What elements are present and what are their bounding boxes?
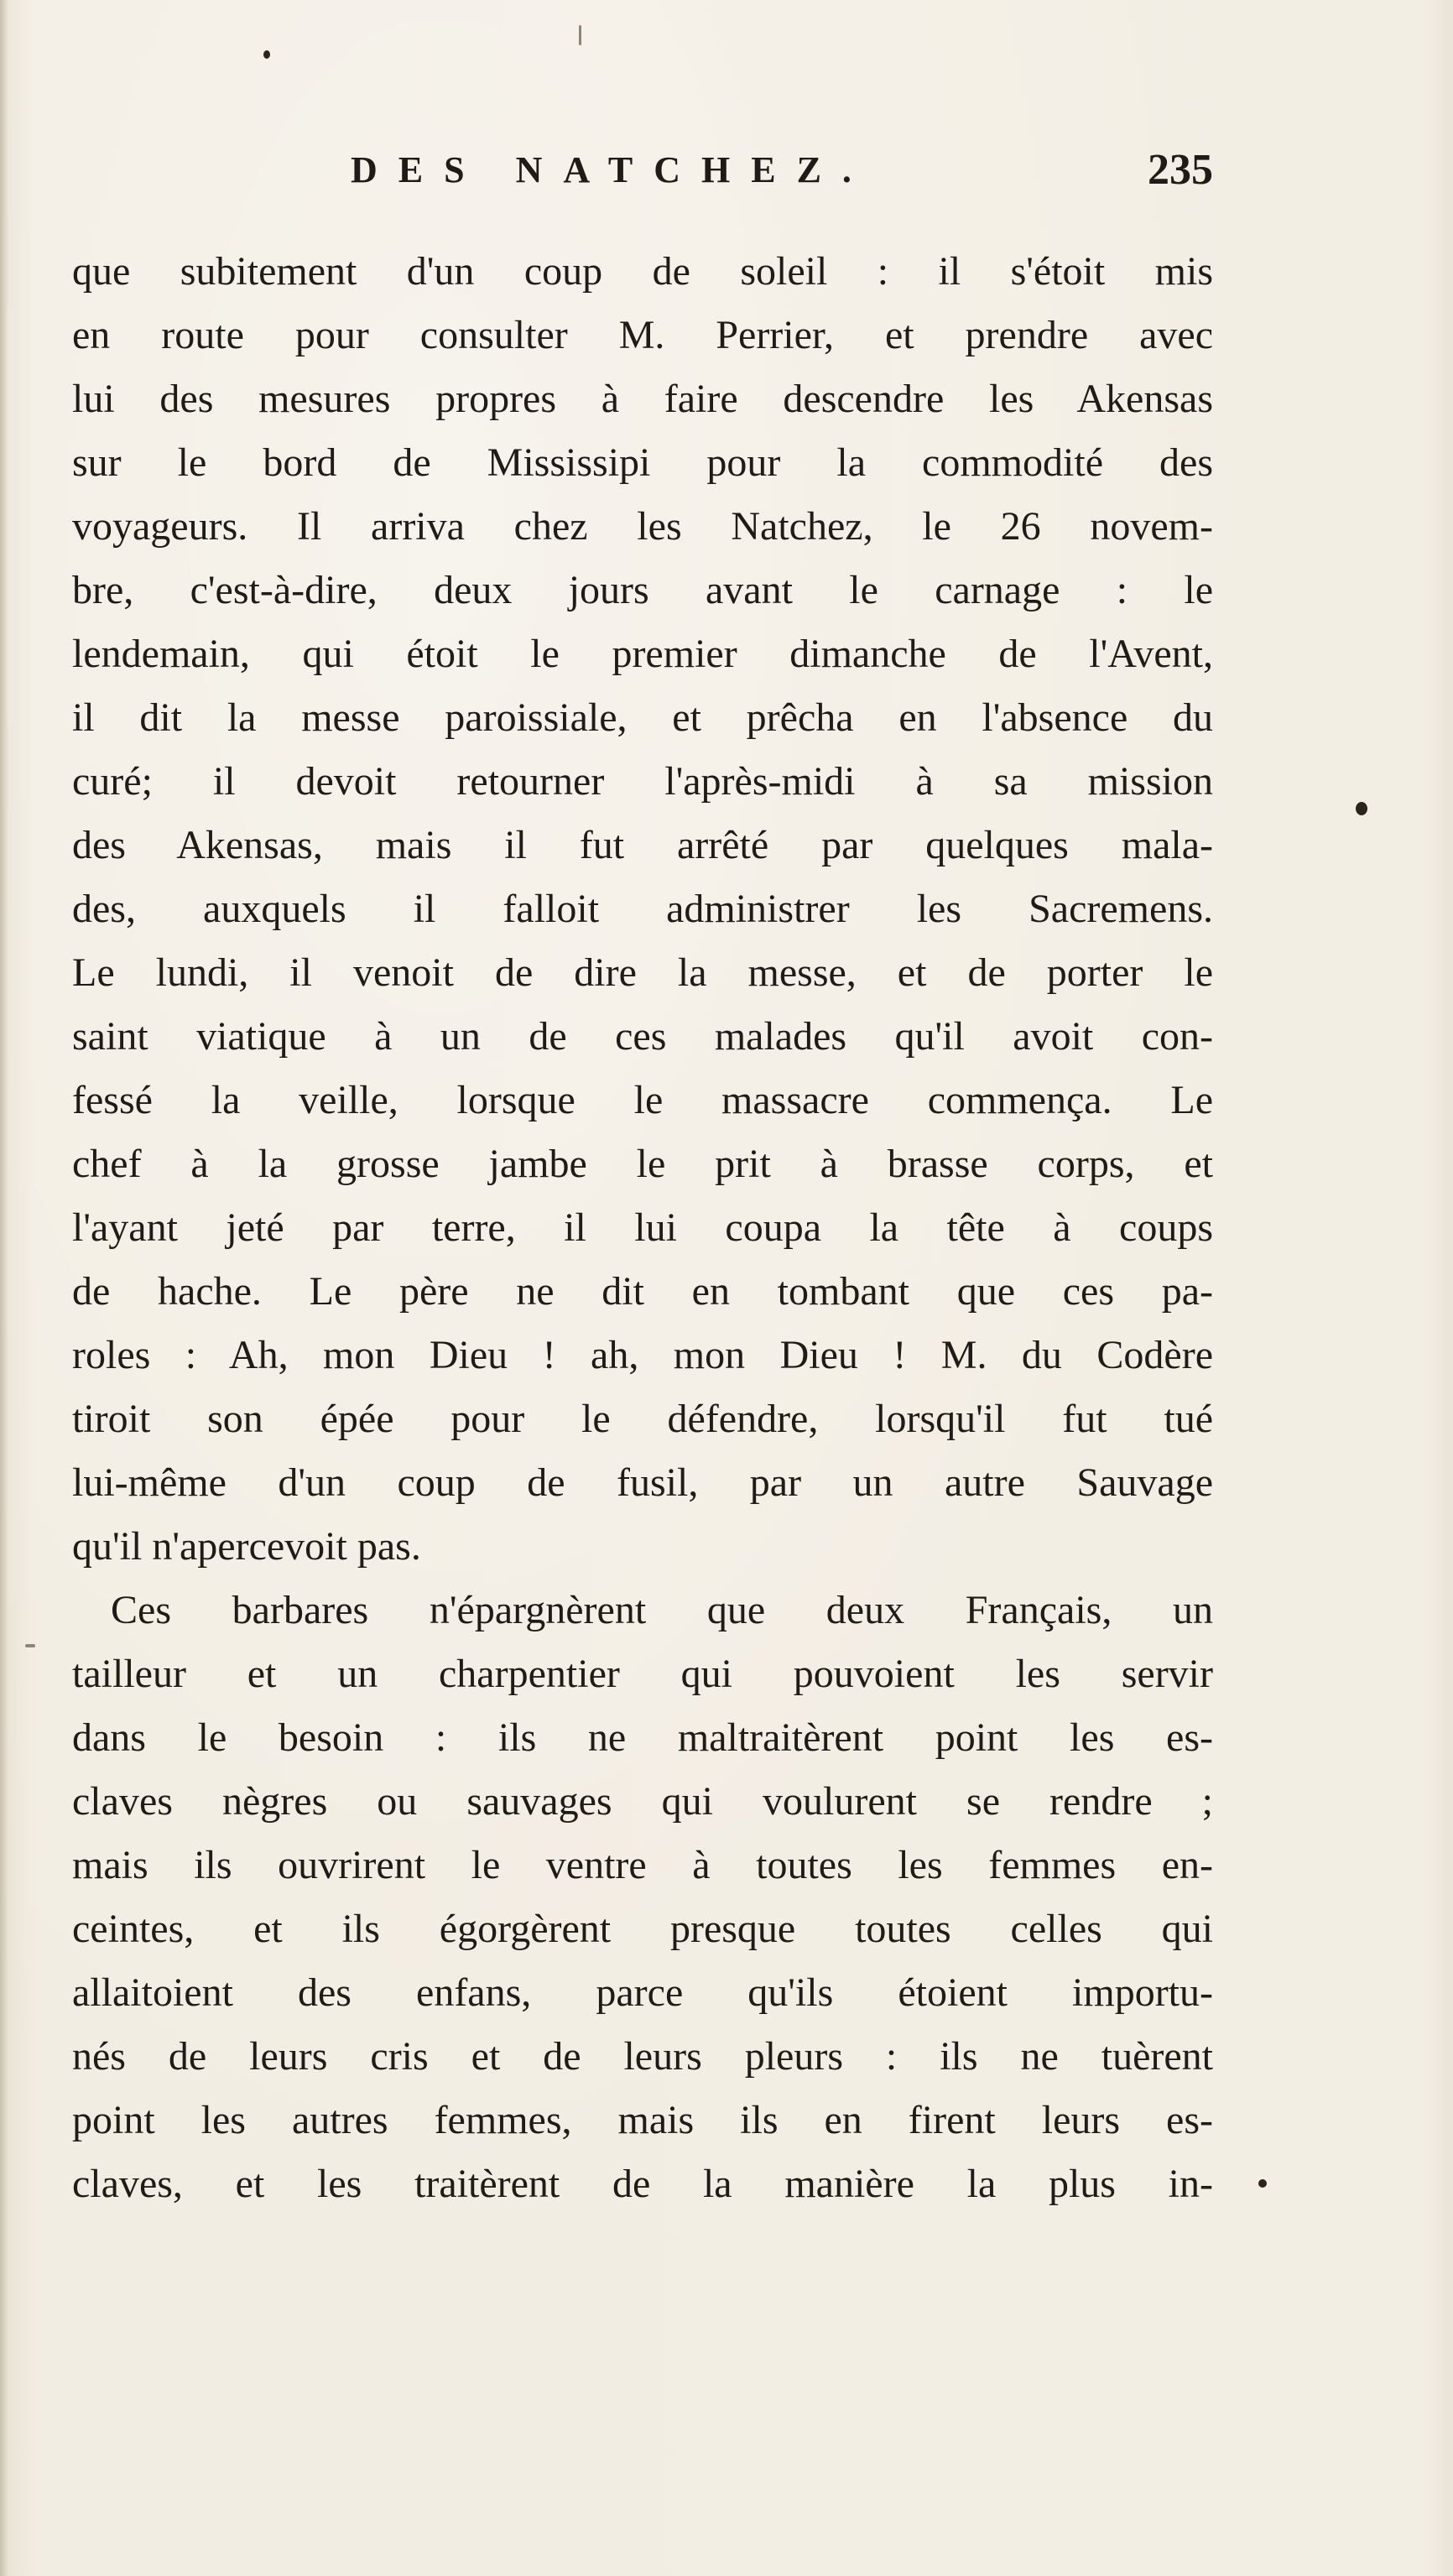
text-line: Le lundi, il venoit de dire la messe, et de porter le <box>72 950 1213 995</box>
text-line: lui des mesures propres à faire descendre les Akensas <box>72 377 1213 421</box>
ink-speck <box>1258 2179 1267 2188</box>
text-line: tiroit son épée pour le défendre, lorsqu'il fut tué <box>72 1397 1213 1441</box>
text-line: mais ils ouvrirent le ventre à toutes les femmes en- <box>72 1843 1213 1887</box>
text-line: point les autres femmes, mais ils en firent leurs es- <box>72 2098 1213 2142</box>
text-line: saint viatique à un de ces malades qu'il avoit con- <box>72 1014 1213 1059</box>
text-line: fessé la veille, lorsque le massacre commença. Le <box>72 1078 1213 1122</box>
ink-speck <box>1356 802 1367 815</box>
text-line: chef à la grosse jambe le prit à brasse corps, et <box>72 1142 1213 1186</box>
ink-speck <box>263 50 270 59</box>
text-line: sur le bord de Mississipi pour la commodité des <box>72 440 1213 485</box>
text-line: bre, c'est-à-dire, deux jours avant le carnage : le <box>72 568 1213 612</box>
text-line: lui-même d'un coup de fusil, par un autre Sauvage <box>72 1460 1213 1505</box>
text-line: claves nègres ou sauvages qui voulurent se rendre ; <box>72 1779 1213 1824</box>
paragraph-start-line: Ces barbares n'épargnèrent que deux Français, un <box>111 1588 1213 1632</box>
text-line: tailleur et un charpentier qui pouvoient les servir <box>72 1652 1213 1696</box>
running-title: DES NATCHEZ. <box>351 149 872 190</box>
text-line: que subitement d'un coup de soleil : il s'étoit mis <box>72 249 1213 294</box>
text-line: voyageurs. Il arriva chez les Natchez, le 26 novem- <box>72 504 1213 549</box>
text-line: des, auxquels il falloit administrer les Sacremens. <box>72 887 1213 931</box>
page-number: 235 <box>1148 146 1213 194</box>
text-line: en route pour consulter M. Perrier, et prendre avec <box>72 313 1213 357</box>
text-line: roles : Ah, mon Dieu ! ah, mon Dieu ! M. du Codère <box>72 1333 1213 1377</box>
text-line: ceintes, et ils égorgèrent presque toutes celles qui <box>72 1907 1213 1951</box>
binding-edge <box>0 0 8 2576</box>
text-line: claves, et les traitèrent de la manière la plus in- <box>72 2162 1213 2206</box>
text-line: l'ayant jeté par terre, il lui coupa la tête à coups <box>72 1205 1213 1250</box>
text-line: allaitoient des enfans, parce qu'ils étoient importu- <box>72 1970 1213 2015</box>
text-line: lendemain, qui étoit le premier dimanche de l'Avent, <box>72 632 1213 676</box>
paragraph-end-line: qu'il n'apercevoit pas. <box>72 1524 421 1569</box>
text-line: curé; il devoit retourner l'après-midi à sa mission <box>72 759 1213 804</box>
text-line: dans le besoin : ils ne maltraitèrent point les es- <box>72 1715 1213 1760</box>
ink-speck <box>25 1644 35 1647</box>
body-text <box>72 240 1213 2216</box>
text-line: nés de leurs cris et de leurs pleurs : ils ne tuèrent <box>72 2034 1213 2079</box>
text-line: des Akensas, mais il fut arrêté par quelques mala- <box>72 823 1213 867</box>
text-line: il dit la messe paroissiale, et prêcha en l'absence du <box>72 695 1213 740</box>
ink-speck <box>579 25 581 45</box>
page-header <box>72 141 1213 200</box>
text-line: de hache. Le père ne dit en tombant que ces pa- <box>72 1269 1213 1314</box>
